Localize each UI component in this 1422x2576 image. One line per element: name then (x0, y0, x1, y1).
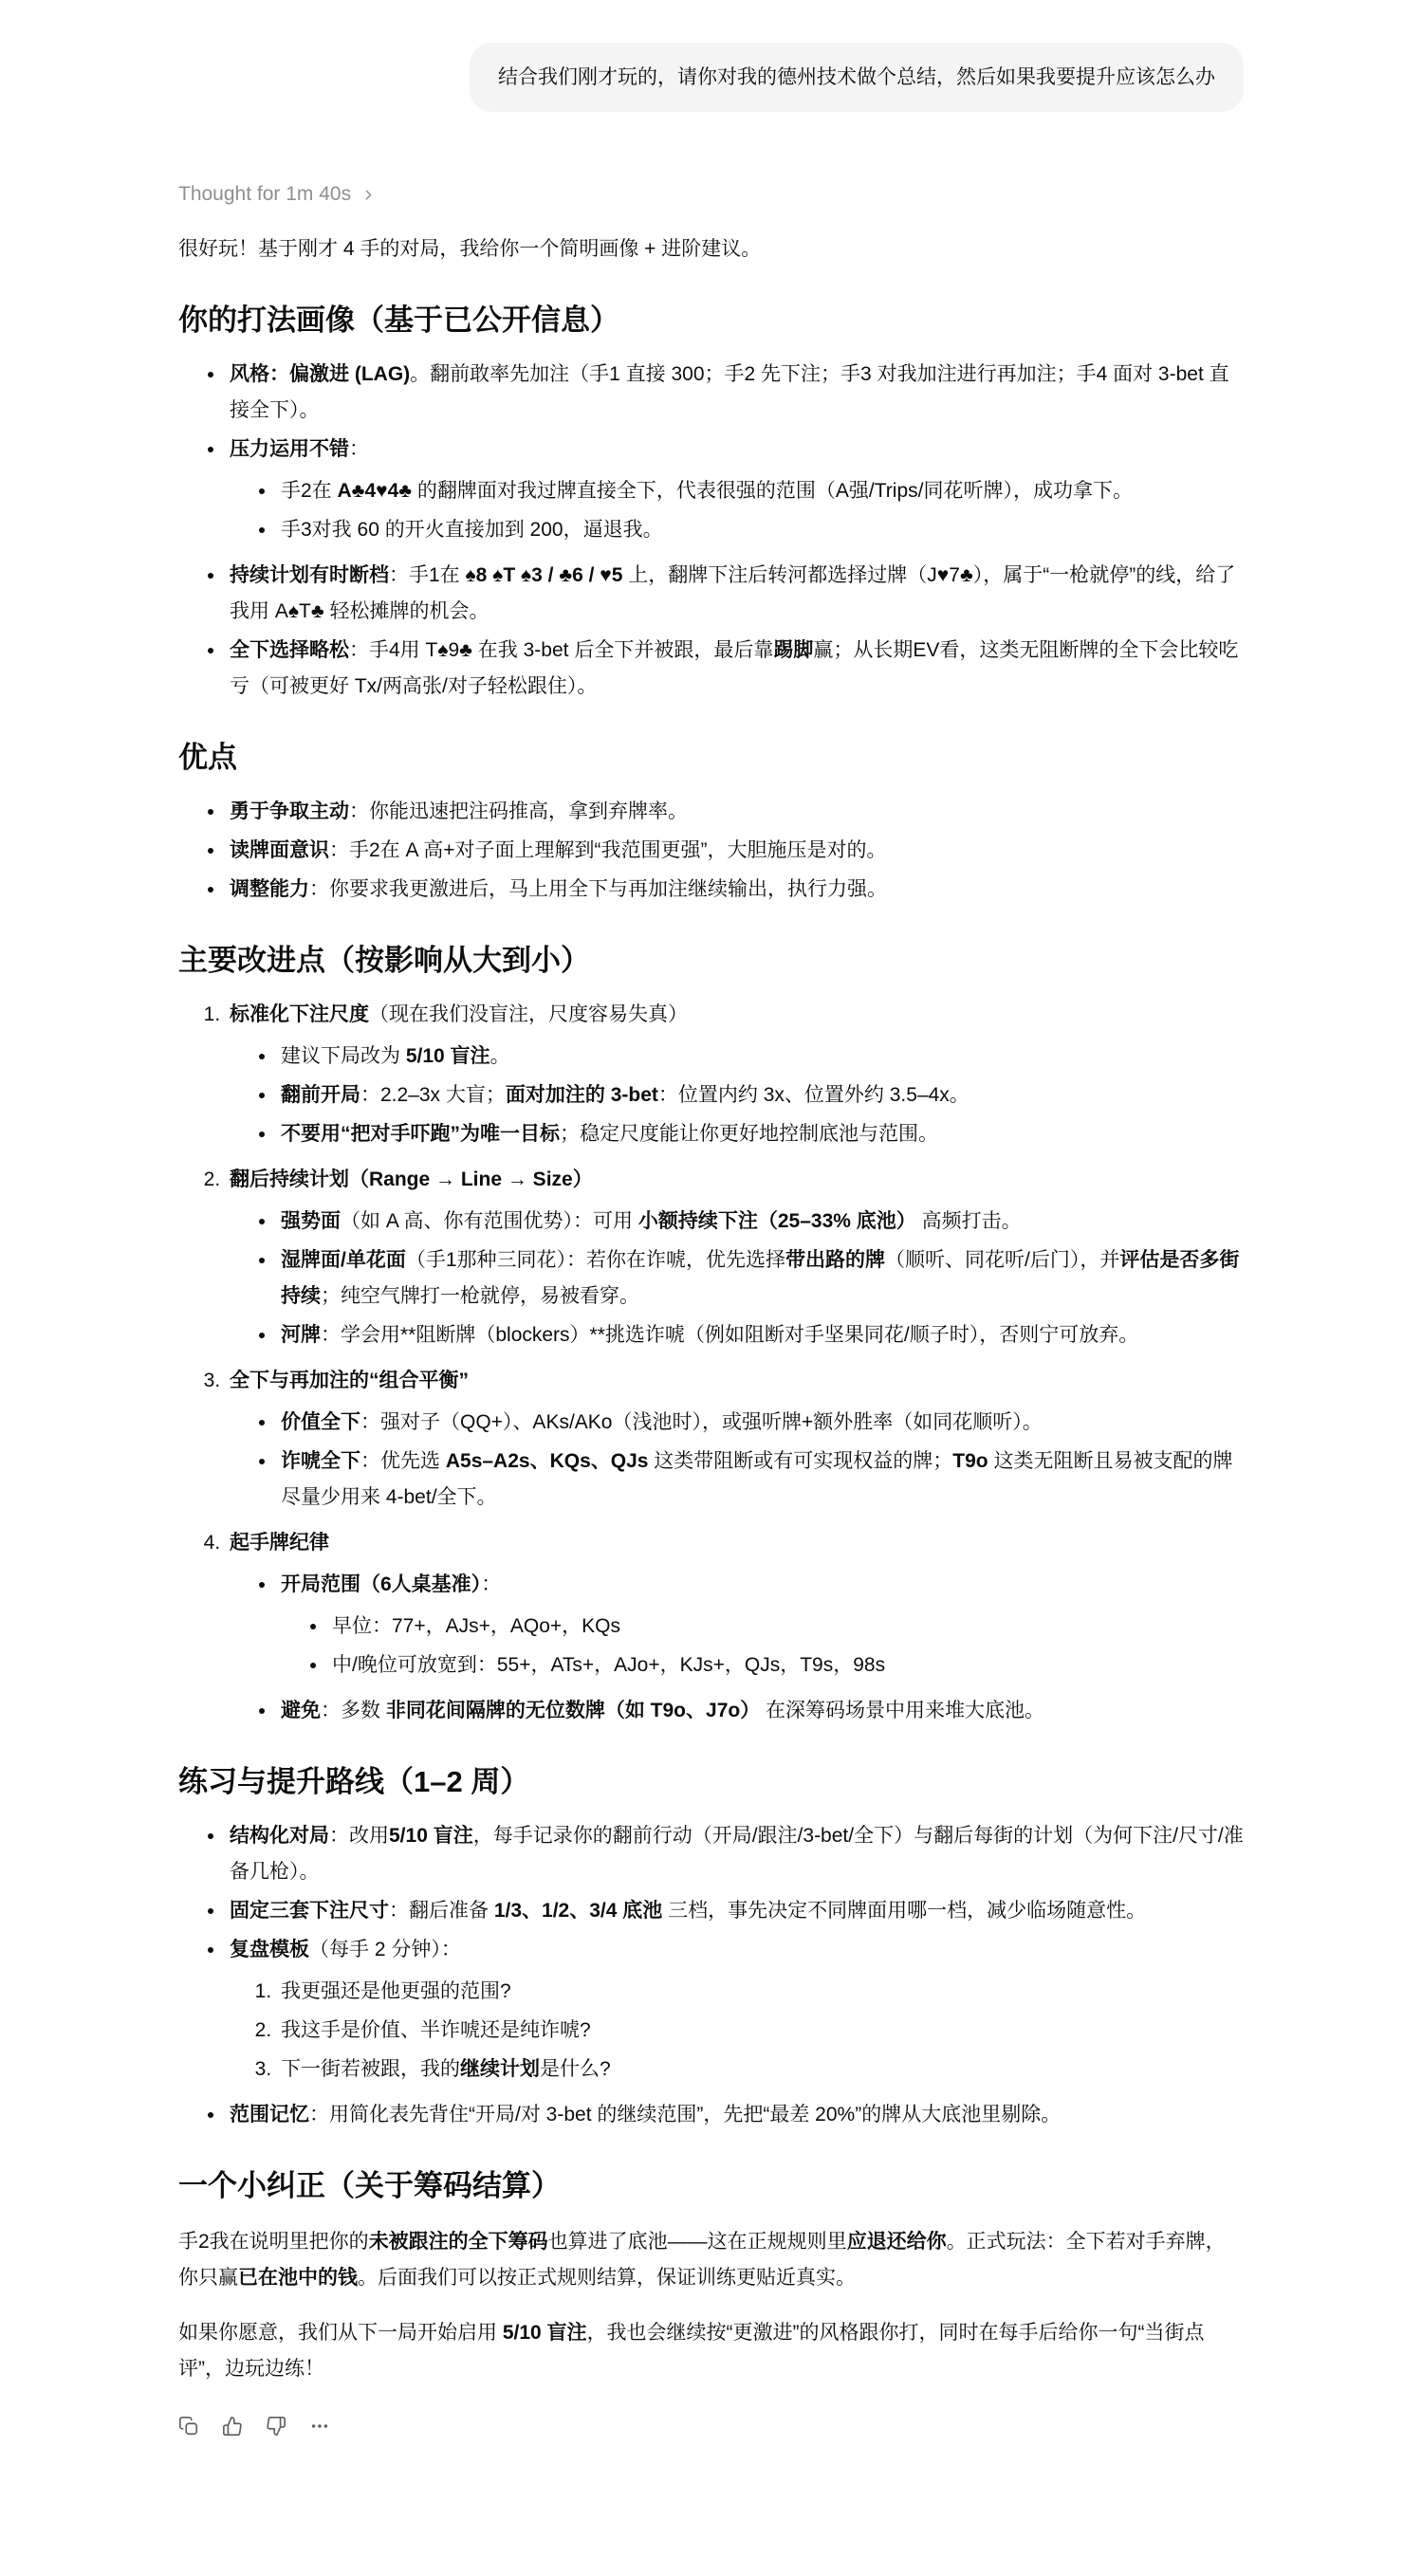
bullet-list (281, 1609, 1244, 1684)
section-heading: 主要改进点（按影响从大到小） (178, 944, 590, 977)
thumbs-down-icon (266, 2416, 286, 2437)
text: ：2.2–3x 大盲； (360, 1084, 506, 1106)
list-item (277, 1974, 1244, 2010)
text: ：位置内约 3x、位置外约 3.5–4x。 (657, 1084, 970, 1106)
list-item (277, 1693, 1244, 1729)
list-item (277, 1317, 1244, 1353)
bold-text: 结构化对局 (230, 1825, 329, 1847)
thumbs-down-button[interactable] (260, 2410, 292, 2442)
bold-text: 踢脚 (773, 639, 814, 661)
section-heading: 练习与提升路线（1–2 周） (178, 1765, 530, 1798)
list-item (277, 1242, 1244, 1315)
text: （每手 2 分钟）： (309, 1939, 461, 1960)
bold-text: 评估是否多街持续 (281, 1249, 1240, 1307)
text: 我更强还是他更强的范围? (281, 1980, 511, 2002)
text: ： (481, 1573, 502, 1595)
list-item (226, 997, 1244, 1152)
bold-text: A5s–A2s、KQs、QJs (445, 1450, 649, 1472)
bold-text: 全下选择略松 (230, 639, 349, 661)
list-item (226, 1525, 1244, 1729)
numbered-list (230, 1974, 1244, 2088)
bold-text: 面对加注的 3-bet (505, 1084, 658, 1106)
bold-text: 勇于争取主动 (230, 800, 349, 822)
section-heading: 你的打法画像（基于已公开信息） (178, 304, 619, 337)
bullet-list (178, 357, 1244, 705)
thumbs-up-icon (222, 2416, 243, 2437)
bold-text: 读牌面意识 (230, 839, 329, 861)
list-item (226, 1818, 1244, 1890)
bold-text: 1/3、1/2、3/4 底池 (493, 1900, 663, 1922)
bold-text: A♣4♥4♣ (337, 480, 413, 502)
bullet-list (230, 1039, 1244, 1152)
text: （如 A 高、你有范围优势）：可用 (341, 1210, 638, 1232)
bullet-list (178, 1818, 1244, 2133)
bullet-list (230, 1405, 1244, 1516)
text: ：翻后准备 (389, 1900, 494, 1922)
text: 高频打击。 (915, 1210, 1022, 1232)
text: 的翻牌面对我过牌直接全下，代表很强的范围（A强/Trips/同花听牌），成功拿下。 (412, 480, 1133, 502)
list-item (226, 633, 1244, 705)
text: 早位：77+，AJs+，AQo+，KQs (332, 1615, 621, 1637)
list-item (277, 473, 1244, 509)
user-message-row (178, 43, 1244, 112)
list-item (226, 1893, 1244, 1929)
list-item (226, 1363, 1244, 1516)
text: 下一街若被跟，我的 (281, 2058, 460, 2080)
bold-text: 强势面 (281, 1210, 341, 1232)
bold-text: 非同花间隔牌的无位数牌（如 T9o、J7o） (385, 1700, 761, 1721)
bullet-list (230, 1204, 1244, 1353)
text: ，每手记录你的翻前行动（开局/跟注/3-bet/全下）与翻后每街的计划（为何下注/尺寸/准备几枪）。 (230, 1825, 1244, 1883)
assistant-message (178, 231, 1244, 2442)
bold-text: ♠8 ♠T ♠3 / ♣6 / ♥5 (465, 564, 623, 586)
text: ：手4用 T♠9♣ 在我 3-bet 后全下并被跟，最后靠 (349, 639, 774, 661)
text: ：学会用**阻断牌（blockers）**挑选诈唬（例如阻断对手坚果同花/顺子时），否则宁可放弃。 (321, 1324, 1139, 1346)
text: ：你要求我更激进后，马上用全下与再加注继续输出，执行力强。 (309, 878, 887, 900)
bold-text: 价值全下 (281, 1411, 360, 1433)
bold-text: 调整能力 (230, 878, 309, 900)
text: ：手1在 (389, 564, 466, 586)
bold-text: 湿牌面/单花面 (281, 1249, 406, 1271)
bold-text: 复盘模板 (230, 1939, 309, 1960)
list-item (226, 833, 1244, 869)
bold-text: 5/10 盲注 (405, 1045, 490, 1067)
list-item (226, 794, 1244, 830)
text: 这类带阻断或有可实现权益的牌； (648, 1450, 953, 1472)
text: 。正式玩法：全下若对手弃牌，你只赢 (178, 2231, 1226, 2289)
text: ：多数 (321, 1700, 386, 1721)
bold-text: 标准化下注尺度 (230, 1003, 369, 1025)
bold-text: 风格：偏激进 (LAG) (230, 363, 411, 385)
text: ，我也会继续按“更激进”的风格跟你打，同时在每手后给你一句“当街点评”，边玩边练！ (178, 2322, 1205, 2380)
bullet-list (178, 794, 1244, 908)
text: 上，翻牌下注后转河都选择过牌（J♥7♣），属于“一枪就停”的线，给了我用 A♠T♣ 轻松摊牌的机会。 (230, 564, 1236, 622)
list-item (277, 512, 1244, 548)
text: 三档，事先决定不同牌面用哪一档，减少临场随意性。 (662, 1900, 1147, 1922)
bold-text: 继续计划 (460, 2058, 540, 2080)
numbered-list (178, 997, 1244, 1729)
text: ：改用 (329, 1825, 389, 1847)
paragraph (178, 2315, 1244, 2387)
bold-text: 已在池中的钱 (238, 2267, 358, 2289)
text: ：你能迅速把注码推高，拿到弃牌率。 (349, 800, 688, 822)
bold-text: 5/10 盲注 (502, 2322, 587, 2344)
list-item (277, 2013, 1244, 2049)
thought-label: Thought for 1m 40s (178, 183, 352, 205)
text: 手2在 (281, 480, 338, 502)
list-item (277, 1444, 1244, 1516)
text: 是什么? (540, 2058, 611, 2080)
list-item (226, 558, 1244, 630)
text: ：优先选 (360, 1450, 446, 1472)
assistant-message-body (178, 231, 1244, 2387)
list-item (277, 1204, 1244, 1240)
conversation (178, 0, 1244, 2442)
paragraph (178, 231, 1244, 267)
text: ：手2在 A 高+对子面上理解到“我范围更强”，大胆施压是对的。 (329, 839, 887, 861)
text: ：强对子（QQ+）、AKs/AKo（浅池时），或强听牌+额外胜率（如同花顺听）。 (360, 1411, 1043, 1433)
bold-text: 5/10 盲注 (389, 1825, 473, 1847)
text: 。翻前敢率先加注（手1 直接 300；手2 先下注；手3 对我加注进行再加注；手4 面对 3-bet 直接全下）。 (230, 363, 1229, 421)
text: 建议下局改为 (281, 1045, 406, 1067)
bold-text: 固定三套下注尺寸 (230, 1900, 389, 1922)
text: 如果你愿意，我们从下一局开始启用 (178, 2322, 503, 2344)
text: （手1那种三同花）：若你在诈唬，优先选择 (405, 1249, 786, 1271)
bold-text: 翻后持续计划（Range → Line → Size） (230, 1168, 593, 1190)
bold-text: 起手牌纪律 (230, 1532, 329, 1554)
bold-text: 范围记忆 (230, 2104, 309, 2125)
text: 也算进了底池——这在正规规则里 (547, 2231, 847, 2253)
text: ；纯空气牌打一枪就停，易被看穿。 (321, 1285, 639, 1307)
text: 手2我在说明里把你的 (178, 2231, 369, 2253)
list-item (226, 1932, 1244, 2088)
list-item (226, 432, 1244, 548)
thought-toggle[interactable] (178, 180, 377, 209)
text: 。后面我们可以按正式规则结算，保证训练更贴近真实。 (358, 2267, 856, 2289)
bold-text: 应退还给你 (846, 2231, 947, 2253)
bullet-list (230, 473, 1244, 548)
more-options-button[interactable] (304, 2410, 336, 2442)
bold-text: 避免 (281, 1700, 321, 1721)
list-item (277, 1039, 1244, 1075)
list-item (277, 1567, 1244, 1684)
section-heading: 一个小纠正（关于筹码结算） (178, 2169, 561, 2202)
bold-text: 开局范围（6人桌基准） (281, 1573, 482, 1595)
bullet-list (230, 1567, 1244, 1729)
section-heading: 优点 (178, 741, 237, 774)
list-item (277, 1405, 1244, 1441)
list-item (277, 1077, 1244, 1113)
paragraph (178, 2224, 1244, 2296)
chevron-right-icon (360, 187, 377, 203)
bold-text: 压力运用不错 (230, 438, 349, 460)
text: 。 (489, 1045, 510, 1067)
list-item (328, 1609, 1244, 1645)
list-item (328, 1647, 1244, 1684)
bold-text: 不要用“把对手吓跑”为唯一目标 (281, 1123, 560, 1145)
bold-text: 小额持续下注（25–33% 底池） (637, 1210, 916, 1232)
bold-text: 全下与再加注的“组合平衡” (230, 1370, 469, 1391)
bold-text: 翻前开局 (281, 1084, 360, 1106)
user-message-bubble (470, 43, 1244, 112)
actions-toolbar (173, 2410, 1244, 2442)
text: 我这手是价值、半诈唬还是纯诈唬? (281, 2019, 591, 2041)
bold-text: 带出路的牌 (785, 1249, 886, 1271)
text: （现在我们没盲注，尺度容易失真） (369, 1003, 688, 1025)
text: 很好玩！基于刚才 4 手的对局，我给你一个简明画像 + 进阶建议。 (178, 238, 762, 260)
text: 中/晚位可放宽到：55+，ATs+，AJo+，KJs+，QJs，T9s，98s (332, 1654, 886, 1676)
text: ： (349, 438, 369, 460)
bold-text: 河牌 (281, 1324, 321, 1346)
user-message-text: 结合我们刚才玩的，请你对我的德州技术做个总结，然后如果我要提升应该怎么办 (498, 66, 1215, 88)
bold-text: 持续计划有时断档 (230, 564, 389, 586)
bold-text: 未被跟注的全下筹码 (368, 2231, 548, 2253)
thumbs-up-button[interactable] (216, 2410, 249, 2442)
list-item (226, 872, 1244, 908)
list-item (277, 1116, 1244, 1152)
text: ；稳定尺度能让你更好地控制底池与范围。 (560, 1123, 938, 1145)
copy-icon (178, 2416, 199, 2437)
copy-button[interactable] (173, 2410, 205, 2442)
list-item (226, 357, 1244, 429)
text: 赢；从长期EV看，这类无阻断牌的全下会比较吃亏（可被更好 Tx/两高张/对子轻松跟住）。 (230, 639, 1239, 697)
text: ：用简化表先背住“开局/对 3-bet 的继续范围”，先把“最差 20%”的牌从大底池里剔除。 (309, 2104, 1062, 2125)
text: 这类无阻断且易被支配的牌尽量少用来 4-bet/全下。 (281, 1450, 1233, 1508)
list-item (277, 2052, 1244, 2088)
text: （顺听、同花听/后门），并 (885, 1249, 1120, 1271)
list-item (226, 2097, 1244, 2133)
list-item (226, 1162, 1244, 1353)
text: 在深筹码场景中用来堆大底池。 (760, 1700, 1045, 1721)
ellipsis-icon (309, 2416, 330, 2437)
bold-text: T9o (952, 1450, 988, 1472)
bold-text: 诈唬全下 (281, 1450, 360, 1472)
text: 手3对我 60 的开火直接加到 200，逼退我。 (281, 519, 663, 541)
